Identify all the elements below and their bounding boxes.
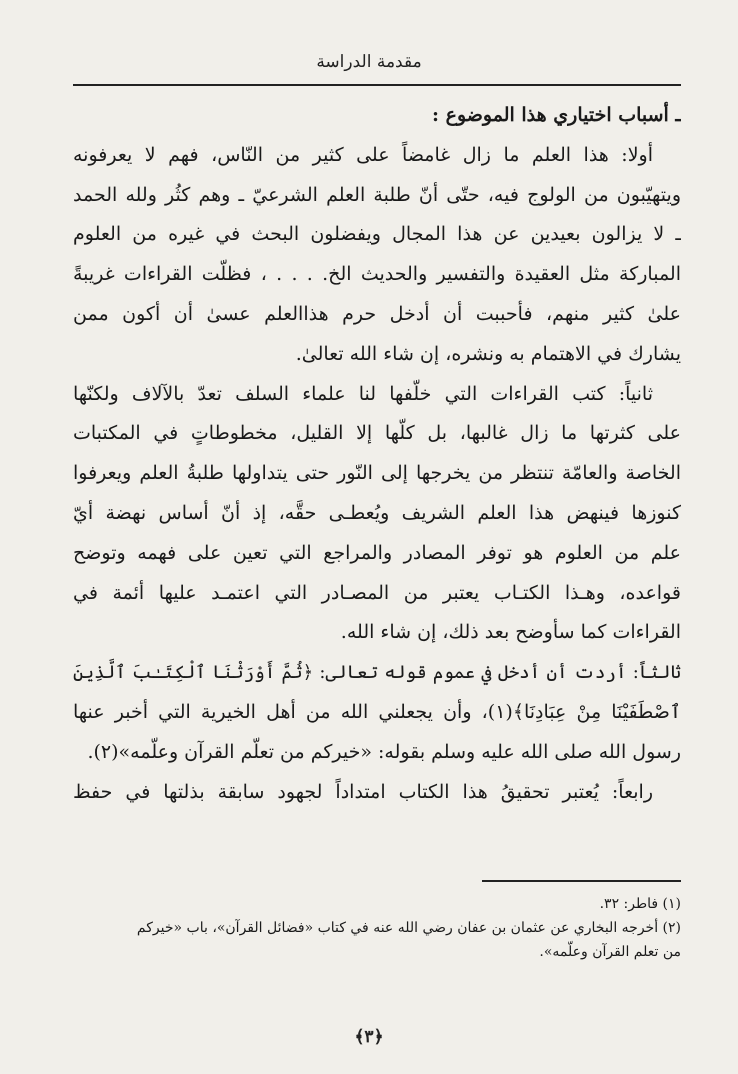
text-line: قواعده، وهـذا الكتـاب يعتبر من المصـادر التي اعتمـد عليها أئمة في [73,581,681,604]
text-line: ـ لا يزالون بعيدين عن هذا المجال ويفضلون البحث في غيره من العلوم [73,223,681,246]
page-number: ﴿٣﴾ [354,1027,384,1047]
text-line: ثانياً: كتب القراءات التي خلّفها لنا علماء السلف تعدّ بالآلاف ولكنّها [73,382,653,405]
footnotes [73,892,681,964]
text-line: يشارك في الاهتمام به ونشره، إن شاء الله تعالىٰ. [295,342,681,365]
footnote-rule [482,880,681,882]
text-line: علىٰ كثير منهم، فأحببت أن أدخل حرم هذاالعلم عسىٰ أن أكون ممن [73,302,681,325]
text-line: المباركة مثل العقيدة والتفسير والحديث الخ. . . . ، فظلّت القراءات غريبةً [73,263,681,286]
footnote-2-continued: من تعلم القرآن وعلّمه». [539,944,681,960]
text-line: ويتهيّبون من الولوج فيه، حتّى أنّ طلبة العلم الشرعيّ ـ وهم كثُر ولله الحمد [73,183,681,206]
text-line: كنوزها فينهض هذا العلم الشريف ويُعطـى حقَّه، إذ أنّ أساس نهضة أيّ [73,501,681,524]
footnote-2: (٢) أخرجه البخاري عن عثمان بن عفان رضي الله عنه في كتاب «فضائل القرآن»، باب «خيركم [136,920,681,936]
text-line: علم من العلوم هو توفر المصادر والمراجع التي تعين على فهمه وتوضح [73,541,681,564]
section-heading: ـ أسباب اختياري هذا الموضوع : [431,104,681,126]
text-line: رسول الله صلى الله عليه وسلم بقوله: «خيركم من تعلّم القرآن وعلّمه»(٢). [87,740,681,763]
body-text [73,96,681,812]
text-line: أولا: هذا العلم ما زال غامضاً على كثير من النّاس، فهم لا يعرفونه [73,143,653,166]
running-head: مقدمة الدراسة [316,52,422,72]
text-line: رابعاً: يُعتبر تحقيقُ هذا الكتاب امتداداً لجهود سابقة بذلتها في حفظ [73,780,653,803]
text-line: ثالثاً: أردت أن أدخل في عموم قوله تعالى: ﴿ثُمَّ أَوْرَثْنَا ٱلْكِتَـٰبَ ٱلَّذِينَ [73,662,681,684]
footnote-1: (١) فاطر: ٣٢. [599,896,681,912]
text-line: الخاصة والعامّة تنتظر من يخرجها إلى النّور حتى يتداولها طلبةُ العلم ويعرفوا [73,462,681,485]
text-line: على كثرتها ما زال غالبها، بل كلّها إلا القليل، مخطوطاتٍ في المكتبات [73,422,681,445]
header-rule [73,84,681,86]
text-line: ٱصْطَفَيْنَا مِنْ عِبَادِنَا﴾(١)، وأن يجعلني الله من أهل الخيرية التي أخبر عنها [73,700,681,723]
text-line: القراءات كما سأوضح بعد ذلك، إن شاء الله. [340,621,681,644]
